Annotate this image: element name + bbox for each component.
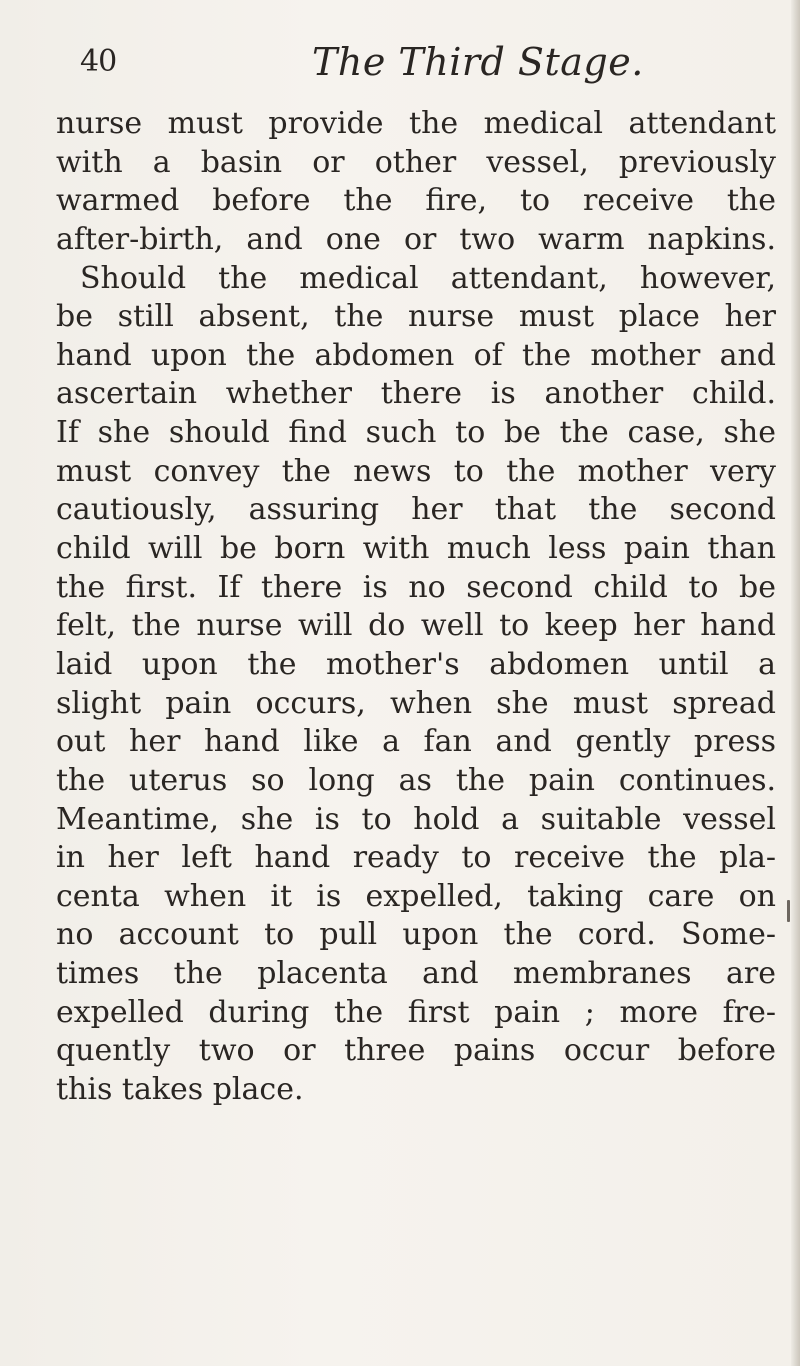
text-line: the first. If there is no second child to be: [56, 569, 776, 605]
text-line: Meantime, she is to hold a suitable vessel: [56, 801, 776, 837]
text-line: in her left hand ready to receive the pla-: [56, 840, 776, 876]
text-line: quently two or three pains occur before: [56, 1033, 776, 1069]
text-line: out her hand like a fan and gently press: [56, 724, 776, 760]
text-line: be still absent, the nurse must place her: [56, 299, 776, 335]
text-line: slight pain occurs, when she must spread: [56, 685, 776, 721]
text-line: expelled during the first pain ; more fre-: [56, 994, 776, 1030]
text-line: the uterus so long as the pain continues.: [56, 762, 776, 798]
text-line: laid upon the mother's abdomen until a: [56, 646, 776, 682]
text-line: cautiously, assuring her that the second: [56, 492, 776, 528]
text-line: no account to pull upon the cord. Some-: [56, 917, 776, 953]
text-line: ascertain whether there is another child.: [56, 376, 776, 412]
text-line: times the placenta and membranes are: [56, 956, 776, 992]
text-line: Should the medical attendant, however,: [80, 260, 776, 296]
text-line: If she should find such to be the case, she: [56, 415, 776, 451]
page-number: 40: [80, 44, 117, 79]
page-edge-shadow: [791, 0, 800, 1366]
text-line: nurse must provide the medical attendant: [56, 106, 776, 141]
text-line: this takes place.: [56, 1072, 304, 1108]
text-line: felt, the nurse will do well to keep her hand: [56, 608, 776, 644]
text-line: after-birth, and one or two warm napkins.: [56, 221, 776, 257]
text-line: child will be born with much less pain than: [56, 531, 776, 567]
page-header: [80, 40, 760, 90]
body-text: [56, 105, 776, 1110]
text-line: with a basin or other vessel, previously: [56, 144, 776, 180]
text-line: centa when it is expelled, taking care on: [56, 878, 776, 914]
text-line: must convey the news to the mother very: [56, 453, 776, 489]
running-title: The Third Stage.: [312, 40, 644, 84]
text-line: warmed before the fire, to receive the: [56, 183, 776, 219]
page-edge-mark: [787, 900, 790, 922]
text-line: hand upon the abdomen of the mother and: [56, 337, 776, 373]
